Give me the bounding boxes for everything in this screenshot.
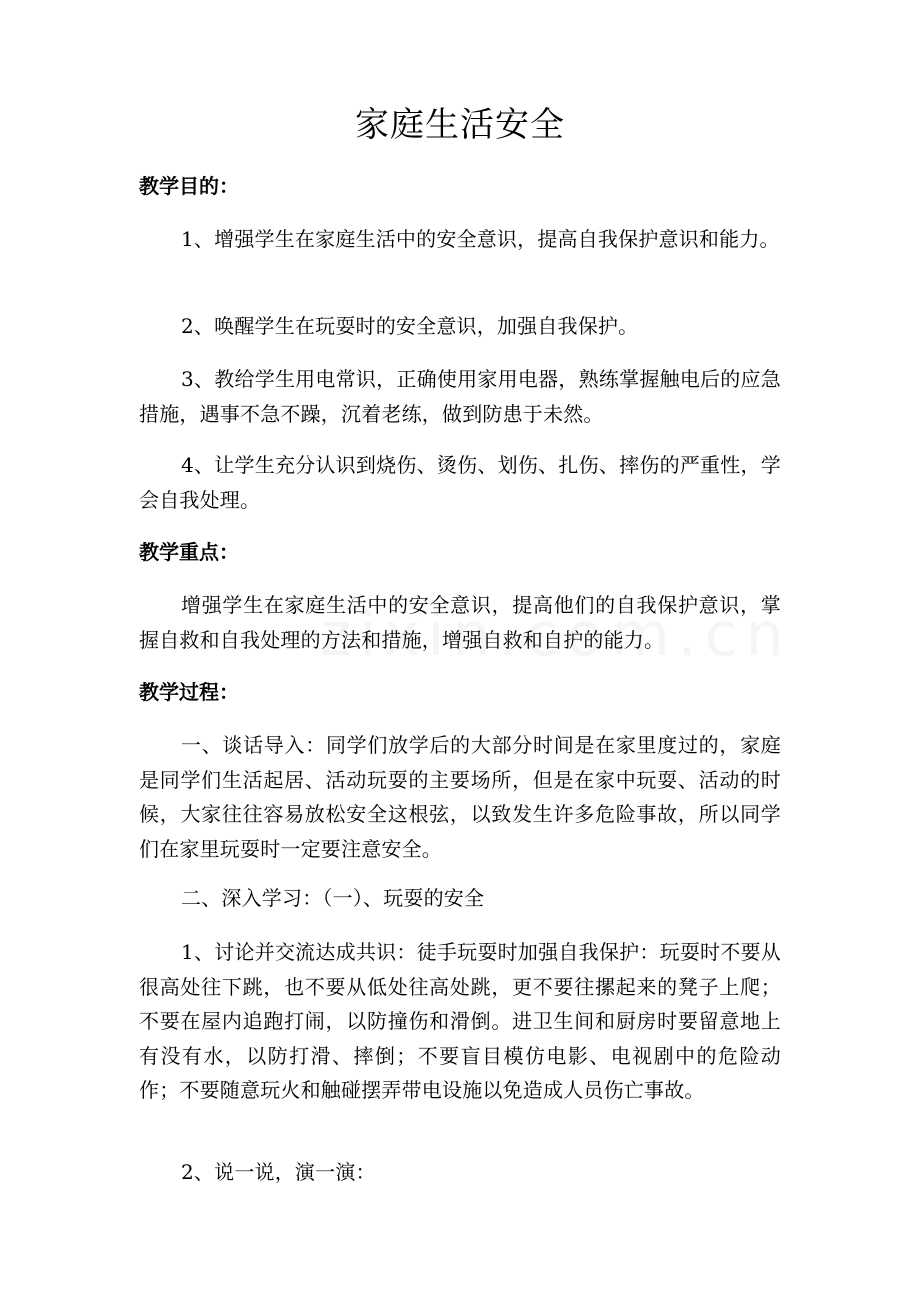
- process-paragraph: 一、谈话导入：同学们放学后的大部分时间是在家里度过的，家庭是同学们生活起居、活动玩耍的主要场所，但是在家中玩耍、活动的时候，大家往往容易放松安全这根弦，以致发生许多危险事故，所以同学们在家里玩耍时一定要注意安全。: [139, 733, 781, 861]
- key-points-heading: 教学重点：: [139, 540, 239, 564]
- process-paragraph: 2、说一说，演一演：: [181, 1160, 376, 1184]
- process-heading: 教学过程：: [139, 680, 239, 704]
- key-points-paragraph: 增强学生在家庭生活中的安全意识，提高他们的自我保护意识，掌握自救和自我处理的方法和措施，增强自救和自护的能力。: [139, 593, 781, 652]
- objectives-heading: 教学目的：: [139, 174, 239, 198]
- objective-paragraph: 2、唤醒学生在玩耍时的安全意识，加强自我保护。: [181, 314, 639, 338]
- objective-paragraph: 1、增强学生在家庭生活中的安全意识，提高自我保护意识和能力。: [181, 227, 780, 251]
- objective-paragraph: 3、教给学生用电常识，正确使用家用电器，熟练掌握触电后的应急措施，遇事不急不躁，沉着老练，做到防患于未然。: [139, 367, 781, 426]
- page-title: 家庭生活安全: [355, 105, 565, 145]
- process-paragraph: 二、深入学习：（一）、玩耍的安全: [181, 886, 485, 910]
- objective-paragraph: 4、让学生充分认识到烧伤、烫伤、划伤、扎伤、摔伤的严重性，学会自我处理。: [139, 453, 781, 512]
- process-paragraph: 1、讨论并交流达成共识：徒手玩耍时加强自我保护：玩耍时不要从很高处往下跳，也不要从低处往高处跳，更不要往摞起来的凳子上爬；不要在屋内追跑打闹，以防撞伤和滑倒。进卫生间和厨房时要留意地上有没有水，以防打滑、摔倒；不要盲目模仿电影、电视剧中的危险动作；不要随意玩火和触碰摆弄带电设施以免造成人员伤亡事故。: [139, 940, 781, 1102]
